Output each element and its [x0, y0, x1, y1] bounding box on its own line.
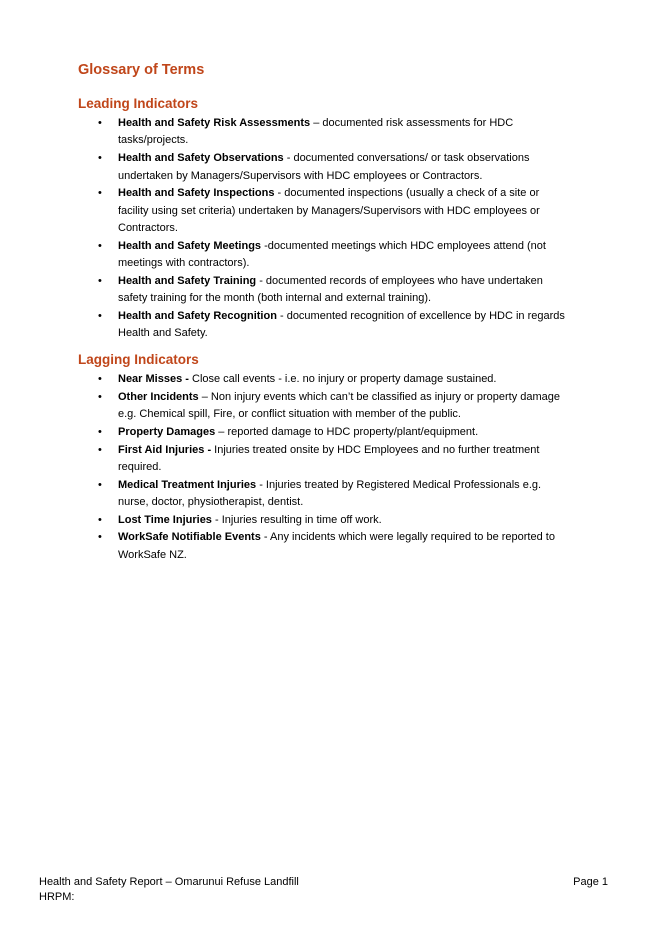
- bullet-icon: •: [98, 309, 102, 322]
- list-item: [98, 150, 568, 185]
- term: Health and Safety Observations: [118, 152, 284, 165]
- list-item: [98, 424, 568, 441]
- lagging-indicators-list: [98, 371, 568, 565]
- bullet-icon: •: [98, 390, 102, 403]
- bullet-icon: •: [98, 274, 102, 287]
- bullet-icon: •: [98, 187, 102, 200]
- list-item: [98, 442, 568, 477]
- list-item: [98, 115, 568, 150]
- bullet-icon: •: [98, 478, 102, 491]
- definition: - documented recognition of excellence by HDC in regards Health and Safety.: [118, 309, 565, 340]
- section-heading-leading: Leading Indicators: [78, 96, 199, 111]
- section-heading-lagging: Lagging Indicators: [78, 352, 199, 367]
- page-title: Glossary of Terms: [78, 62, 205, 78]
- footer-report-title: Health and Safety Report – Omarunui Refuse Landfill: [39, 876, 299, 888]
- definition: - Any incidents which were legally required to be reported to WorkSafe NZ.: [118, 531, 555, 561]
- definition: Close call events - i.e. no injury or property damage sustained.: [188, 373, 497, 385]
- definition: – documented risk assessments for HDC tasks/projects.: [118, 117, 514, 147]
- list-item: [98, 389, 568, 424]
- term: Health and Safety Inspections: [118, 187, 275, 200]
- list-item: [98, 512, 568, 529]
- bullet-icon: •: [98, 373, 102, 385]
- bullet-icon: •: [98, 443, 102, 456]
- bullet-icon: •: [98, 531, 102, 544]
- term: Lost Time Injuries: [118, 513, 212, 526]
- list-item: [98, 238, 568, 273]
- definition: Injuries treated onsite by HDC Employees and no further treatment required.: [118, 443, 540, 473]
- list-item: [98, 308, 568, 343]
- list-item: [98, 371, 568, 388]
- bullet-icon: •: [98, 117, 102, 129]
- term: Property Damages: [118, 425, 216, 438]
- term: Other Incidents: [118, 390, 199, 403]
- term: Health and Safety Training: [118, 274, 257, 287]
- definition: - Injuries resulting in time off work.: [211, 513, 382, 526]
- term: Health and Safety Risk Assessments: [118, 117, 311, 129]
- term: Near Misses -: [118, 373, 189, 385]
- term: Health and Safety Recognition: [118, 309, 277, 322]
- definition: - documented inspections (usually a check of a site or facility using set criteria) undertaken by Managers/Supervisors with HDC employees or Contractors.: [118, 187, 540, 235]
- term: First Aid Injuries -: [118, 443, 212, 456]
- page-number: Page 1: [573, 876, 608, 888]
- bullet-icon: •: [98, 425, 102, 438]
- definition: – reported damage to HDC property/plant/equipment.: [215, 425, 479, 438]
- bullet-icon: •: [98, 152, 102, 165]
- definition: - Injuries treated by Registered Medical Professionals e.g. nurse, doctor, physiotherapist, dentist.: [118, 478, 542, 509]
- leading-indicators-list: [98, 115, 568, 343]
- footer-hrpm-label: HRPM:: [39, 891, 75, 903]
- list-item: [98, 273, 568, 308]
- list-item: [98, 185, 568, 237]
- term: Medical Treatment Injuries: [118, 478, 257, 491]
- bullet-icon: •: [98, 513, 102, 526]
- bullet-icon: •: [98, 239, 102, 252]
- term: Health and Safety Meetings: [118, 239, 262, 252]
- definition: -documented meetings which HDC employees attend (not meetings with contractors).: [118, 239, 546, 270]
- definition: – Non injury events which can’t be classified as injury or property damage e.g. Chemical spill, Fire, or conflict situation with member of the public.: [118, 390, 561, 421]
- definition: - documented records of employees who have undertaken safety training for the month (both internal and external training).: [118, 274, 543, 305]
- list-item: [98, 529, 568, 564]
- term: WorkSafe Notifiable Events: [118, 531, 261, 544]
- list-item: [98, 477, 568, 512]
- definition: - documented conversations/ or task observations undertaken by Managers/Supervisors with HDC employees or Contractors.: [118, 152, 530, 182]
